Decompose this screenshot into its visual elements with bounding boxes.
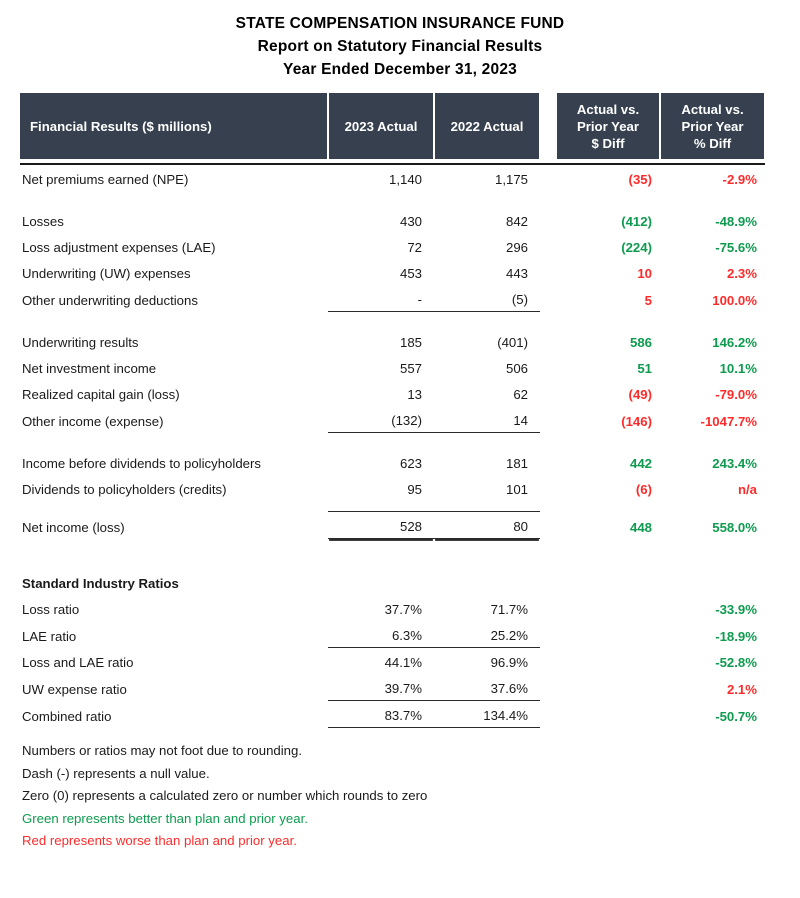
cell-gap [540, 233, 556, 259]
cell-empty [660, 569, 765, 595]
cell-2022-actual: 181 [505, 456, 528, 471]
row-spacer [20, 312, 765, 328]
table-row [20, 475, 765, 501]
row-label: Net premiums earned (NPE) [22, 172, 189, 187]
cell-dollar-diff: 5 [644, 293, 652, 308]
footnote-red-legend: Red represents worse than plan and prior year. [22, 833, 297, 848]
row-label: LAE ratio [22, 629, 77, 644]
table-row [20, 285, 765, 312]
cell-2022-actual: 80 [434, 511, 540, 539]
cell-dollar-diff: 51 [637, 361, 652, 376]
spacer-cell [20, 191, 765, 207]
ratio-row-total [20, 701, 765, 728]
cell-gap [540, 595, 556, 621]
row-label: UW expense ratio [22, 682, 127, 697]
cell-2023-actual: 557 [399, 361, 422, 376]
spacer-cell [20, 501, 765, 511]
row-label: Realized capital gain (loss) [22, 387, 180, 402]
cell-gap [540, 701, 556, 728]
cell-2023-actual: 1,140 [388, 172, 422, 187]
cell-2023-actual: 39.7% [328, 674, 434, 701]
cell-percent-diff: 10.1% [719, 361, 757, 376]
cell-2023-actual: 13 [407, 387, 422, 402]
cell-2022-actual: (5) [434, 285, 540, 312]
spacer-cell [20, 312, 765, 328]
ratio-row [20, 674, 765, 701]
cell-2023-actual: (132) [328, 406, 434, 433]
cell-2023-actual: 44.1% [384, 655, 422, 670]
cell-2022-actual: 134.4% [434, 701, 540, 728]
cell-dollar-diff: (146) [621, 414, 652, 429]
cell-2022-actual: (401) [497, 335, 528, 350]
cell-2022-actual: 443 [505, 266, 528, 281]
cell-gap [540, 475, 556, 501]
table-row [20, 449, 765, 475]
cell-2022-actual: 14 [434, 406, 540, 433]
row-label: Other income (expense) [22, 414, 164, 429]
table-row [20, 259, 765, 285]
header-gap-spacer [540, 93, 556, 159]
cell-percent-diff: 100.0% [712, 293, 757, 308]
cell-2022-actual: 1,175 [494, 172, 528, 187]
cell-percent-diff: -2.9% [722, 172, 757, 187]
cell-percent-diff: 2.3% [726, 266, 757, 281]
percent-diff-line-1: Actual vs. [681, 101, 744, 117]
footnote-green-legend: Green represents better than plan and prior year. [22, 810, 308, 826]
ratio-row [20, 648, 765, 674]
ratio-row [20, 621, 765, 648]
row-label: Net investment income [22, 361, 157, 376]
table-row [20, 380, 765, 406]
table-row [20, 207, 765, 233]
financial-results-table-container [20, 93, 765, 728]
cell-2022-actual: 842 [505, 214, 528, 229]
cell-gap [540, 406, 556, 433]
ratios-section-title: Standard Industry Ratios [22, 576, 179, 591]
cell-2022-actual: 96.9% [490, 655, 528, 670]
cell-percent-diff: 243.4% [712, 456, 757, 471]
cell-percent-diff: n/a [737, 482, 757, 497]
column-header-2023-actual: 2023 Actual [328, 93, 434, 159]
cell-gap [540, 165, 556, 191]
cell-percent-diff: 558.0% [712, 520, 757, 535]
column-header-2022-actual: 2022 Actual [434, 93, 540, 159]
financial-results-table [20, 93, 765, 728]
cell-empty [328, 569, 434, 595]
table-row-total [20, 511, 765, 539]
table-row [20, 354, 765, 380]
cell-2023-actual: - [328, 285, 434, 312]
dollar-diff-line-3: $ Diff [591, 135, 625, 151]
cell-dollar-diff: 448 [629, 520, 652, 535]
row-label: Other underwriting deductions [22, 293, 198, 308]
column-header-dollar-diff [556, 93, 660, 159]
row-label: Income before dividends to policyholders [22, 456, 261, 471]
row-spacer [20, 191, 765, 207]
cell-2022-actual: 62 [513, 387, 528, 402]
cell-gap [540, 569, 556, 595]
footnote-dash: Dash (-) represents a null value. [22, 765, 210, 781]
cell-2022-actual: 296 [505, 240, 528, 255]
cell-percent-diff: -79.0% [715, 387, 757, 402]
row-label: Loss and LAE ratio [22, 655, 134, 670]
cell-dollar-diff [556, 648, 660, 674]
cell-2023-actual: 185 [399, 335, 422, 350]
cell-dollar-diff: 586 [629, 335, 652, 350]
cell-gap [540, 511, 556, 539]
row-label: Dividends to policyholders (credits) [22, 482, 227, 497]
cell-gap [540, 285, 556, 312]
table-header [20, 93, 765, 159]
row-label: Losses [22, 214, 64, 229]
cell-percent-diff: -48.9% [715, 214, 757, 229]
cell-2022-actual: 25.2% [434, 621, 540, 648]
row-spacer [20, 539, 765, 569]
cell-dollar-diff: (49) [628, 387, 652, 402]
row-label: Net income (loss) [22, 520, 125, 535]
cell-dollar-diff [556, 621, 660, 648]
cell-dollar-diff: 10 [637, 266, 652, 281]
row-label: Loss ratio [22, 602, 80, 617]
cell-empty [556, 569, 660, 595]
row-spacer [20, 433, 765, 449]
cell-dollar-diff: (6) [635, 482, 652, 497]
cell-percent-diff: 2.1% [726, 682, 757, 697]
cell-percent-diff: 146.2% [712, 335, 757, 350]
footnotes-block [22, 740, 762, 853]
title-line-3: Year Ended December 31, 2023 [283, 61, 517, 78]
dollar-diff-line-2: Prior Year [576, 118, 640, 134]
row-spacer [20, 501, 765, 511]
table-row [20, 233, 765, 259]
cell-percent-diff: -33.9% [715, 602, 757, 617]
cell-gap [540, 621, 556, 648]
table-row [20, 165, 765, 191]
cell-2023-actual: 528 [328, 511, 434, 539]
row-label: Underwriting (UW) expenses [22, 266, 191, 281]
column-header-percent-diff [660, 93, 765, 159]
row-label: Underwriting results [22, 335, 139, 350]
cell-dollar-diff [556, 674, 660, 701]
column-header-label: Financial Results ($ millions) [20, 93, 328, 159]
title-line-1: STATE COMPENSATION INSURANCE FUND [235, 15, 565, 32]
cell-2023-actual: 623 [399, 456, 422, 471]
table-body [20, 159, 765, 728]
row-label: Combined ratio [22, 709, 112, 724]
cell-percent-diff: -50.7% [715, 709, 757, 724]
dollar-diff-line-1: Actual vs. [576, 101, 640, 117]
cell-percent-diff: -52.8% [715, 655, 757, 670]
cell-2023-actual: 83.7% [328, 701, 434, 728]
cell-gap [540, 449, 556, 475]
cell-dollar-diff: (35) [628, 172, 652, 187]
cell-dollar-diff: (224) [621, 240, 652, 255]
cell-2022-actual: 101 [505, 482, 528, 497]
percent-diff-line-2: Prior Year [681, 118, 744, 134]
report-title-block [0, 0, 800, 81]
percent-diff-line-3: % Diff [693, 135, 732, 151]
cell-gap [540, 328, 556, 354]
cell-dollar-diff [556, 701, 660, 728]
cell-2023-actual: 453 [399, 266, 422, 281]
cell-gap [540, 648, 556, 674]
cell-2023-actual: 95 [407, 482, 422, 497]
cell-empty [434, 569, 540, 595]
spacer-cell [20, 433, 765, 449]
cell-2023-actual: 72 [407, 240, 422, 255]
table-row [20, 328, 765, 354]
cell-2023-actual: 6.3% [328, 621, 434, 648]
cell-gap [540, 674, 556, 701]
ratios-section-heading-row [20, 569, 765, 595]
cell-gap [540, 380, 556, 406]
cell-dollar-diff: 442 [629, 456, 652, 471]
cell-percent-diff: -18.9% [715, 629, 757, 644]
cell-gap [540, 354, 556, 380]
cell-dollar-diff [556, 595, 660, 621]
cell-percent-diff: -1047.7% [700, 414, 757, 429]
cell-gap [540, 259, 556, 285]
cell-2022-actual: 71.7% [490, 602, 528, 617]
footnote-zero: Zero (0) represents a calculated zero or number which rounds to zero [22, 788, 428, 803]
table-row [20, 406, 765, 433]
cell-2023-actual: 430 [399, 214, 422, 229]
cell-gap [540, 207, 556, 233]
cell-2022-actual: 506 [505, 361, 528, 376]
cell-dollar-diff: (412) [621, 214, 652, 229]
footnote-rounding: Numbers or ratios may not foot due to rounding. [22, 743, 303, 758]
cell-2022-actual: 37.6% [434, 674, 540, 701]
ratio-row [20, 595, 765, 621]
title-line-2: Report on Statutory Financial Results [257, 38, 543, 55]
row-label: Loss adjustment expenses (LAE) [22, 240, 216, 255]
cell-percent-diff: -75.6% [715, 240, 757, 255]
cell-2023-actual: 37.7% [384, 602, 422, 617]
spacer-cell [20, 539, 765, 569]
